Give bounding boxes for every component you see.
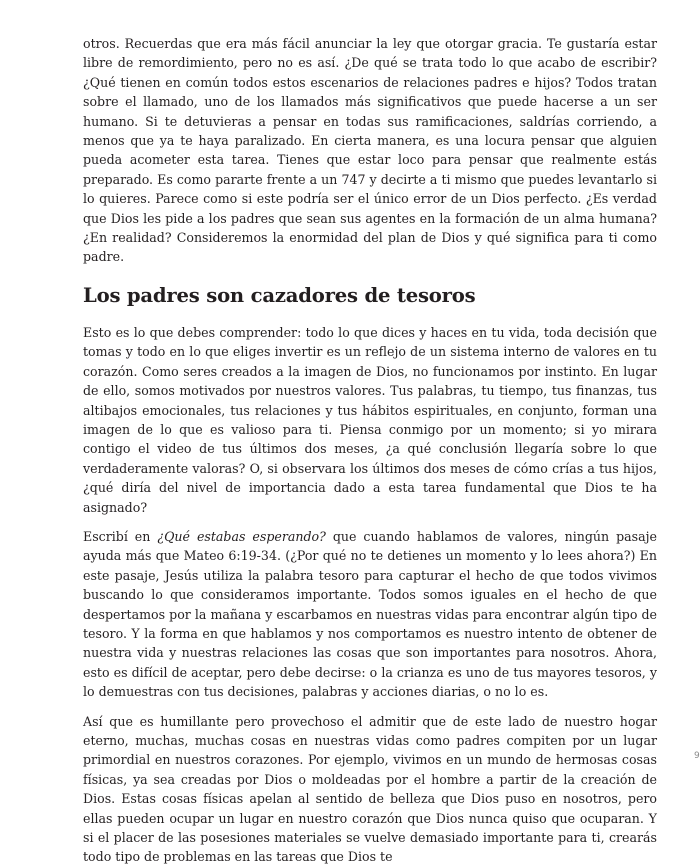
book-title: ¿Qué estabas esperando?	[157, 528, 326, 544]
page-number: 9	[694, 751, 700, 761]
section-heading: Los padres son cazadores de tesoros	[83, 283, 476, 307]
paragraph-treasure	[83, 527, 657, 702]
paragraph-treasure-body: que cuando hablamos de valores, ningún pasaje ayuda más que Mateo 6:19-34. (¿Por qué no te detienes un momento y lo lees ahora?) En este pasaje, Jesús utiliza la palabra tesoro para capturar el hecho de que todos vivimos buscando lo que consideramos importante. Todos somos iguales en el hecho de que despertamos por la mañana y escarbamos en nuestras vidas para encontrar algún tipo de tesoro. Y la forma en que hablamos y nos comportamos es nuestro intento de obtener de nuestra vida y nuestras relaciones las cosas que son importantes para nosotros. Ahora, esto es difícil de aceptar, pero debe decirse: o la crianza es uno de tus mayores tesoros, y lo demuestras con tus decisiones, palabras y acciones diarias, o no lo es.	[83, 528, 657, 700]
paragraph-possessions: Así que es humillante pero provechoso el admitir que de este lado de nuestro hogar eterno, muchas, muchas cosas en nuestras vidas como padres compiten por un lugar primordial en nuestros corazones. Por ejemplo, vivimos en un mundo de hermosas cosas físicas, ya sea creadas por Dios o moldeadas por el hombre a partir de la creación de Dios. Estas cosas físicas apelan al sentido de belleza que Dios puso en nosotros, pero ellas pueden ocupar un lugar en nuestro corazón que Dios nunca quiso que ocuparan. Y si el placer de las posesiones materiales se vuelve demasiado importante para ti, crearás todo tipo de problemas en las tareas que Dios te	[83, 713, 657, 865]
page-body	[83, 34, 657, 867]
paragraph-treasure-lead: Escribí en	[83, 528, 158, 544]
paragraph-values: Esto es lo que debes comprender: todo lo que dices y haces en tu vida, toda decisión que tomas y todo en lo que eliges invertir es un reflejo de un sistema interno de valores en tu corazón. Como seres creados a la imagen de Dios, no funcionamos por instinto. En lugar de ello, somos motivados por nuestros valores. Tus palabras, tu tiempo, tus finanzas, tus altibajos emocionales, tus relaciones y tus hábitos espirituales, en conjunto, forman una imagen de lo que es valioso para ti. Piensa conmigo por un momento; si yo mirara contigo el video de tus últimos dos meses, ¿a qué conclusión llegaría sobre lo que verdaderamente valoras? O, si observara los últimos dos meses de cómo crías a tus hijos, ¿qué diría del nivel de importancia dado a esta tarea fundamental que Dios te ha asignado?	[83, 324, 657, 515]
paragraph-intro: otros. Recuerdas que era más fácil anunciar la ley que otorgar gracia. Te gustaría estar libre de remordimiento, pero no es así. ¿De qué se trata todo lo que acabo de escribir? ¿Qué tienen en común todos estos escenarios de relaciones padres e hijos? Todos tratan sobre el llamado, uno de los llamados más significativos que puede hacerse a un ser humano. Si te detuvieras a pensar en todas sus ramificaciones, saldrías corriendo, a menos que ya te haya paralizado. En cierta manera, es una locura pensar que alguien pueda acometer esta tarea. Tienes que estar loco para pensar que realmente estás preparado. Es como pararte frente a un 747 y decirte a ti mismo que puedes levantarlo si lo quieres. Parece como si este podría ser el único error de un Dios perfecto. ¿Es verdad que Dios les pide a los padres que sean sus agentes en la formación de un alma humana? ¿En realidad? Consideremos la enormidad del plan de Dios y qué significa para ti como padre.	[83, 36, 657, 265]
